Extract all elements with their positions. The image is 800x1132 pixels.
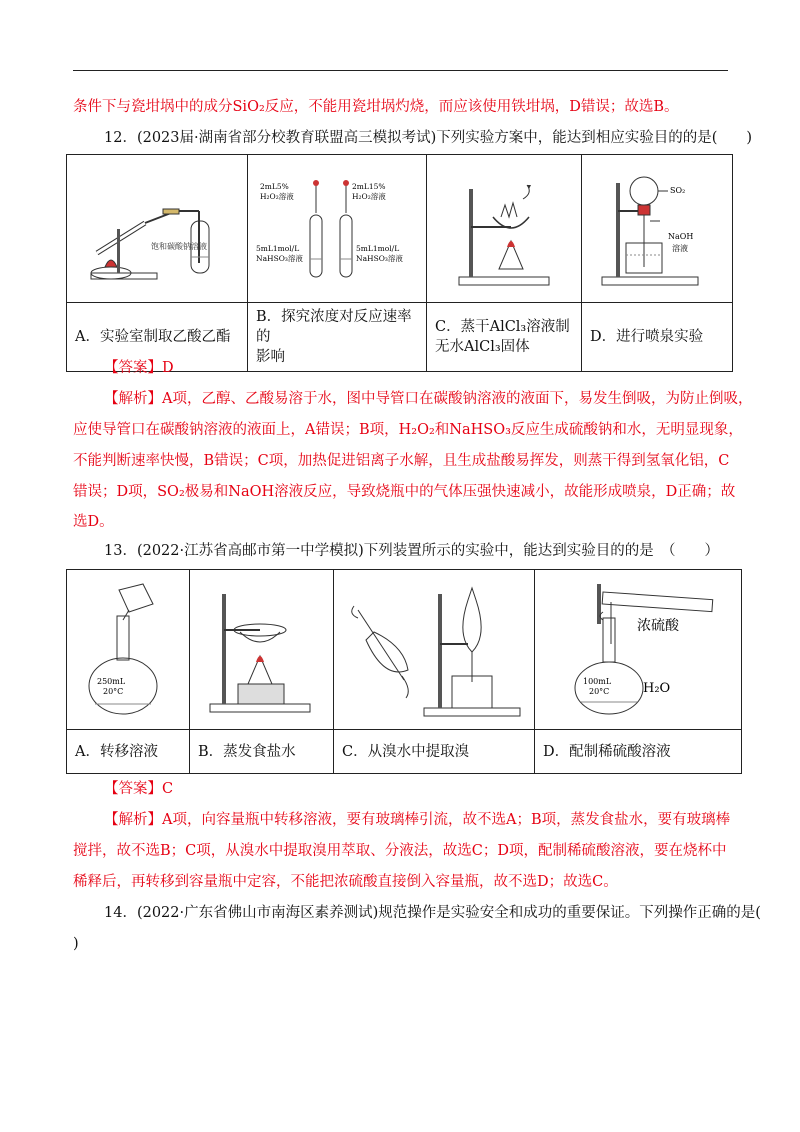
q13-analysis-0: A项，向容量瓶中转移溶液，要有玻璃棒引流，故不选A；B项，蒸发食盐水，要有玻璃棒 — [162, 812, 731, 828]
q12-analysis-line-4: 错误；D项，SO₂极易和NaOH溶液反应，导致烧瓶中的气体压强快速减小，故能形成喷泉，D正确；故 — [73, 484, 736, 500]
q12-answer — [104, 358, 174, 378]
figA-label: 饱和碳酸钠溶液 — [151, 241, 207, 251]
separatory-funnel-diagram — [344, 580, 524, 720]
q12-option-b-line2: 影响 — [256, 349, 285, 365]
figA13-temp: 20°C — [103, 686, 124, 696]
q13-figure-b — [190, 570, 334, 730]
q12-analysis-line-5: 选D。 — [73, 514, 114, 530]
q12-figure-b — [248, 155, 427, 303]
q12-analysis-0: A项，乙醇、乙酸易溶于水，图中导管口在碳酸钠溶液的液面下，易发生倒吸，为防止倒吸， — [162, 391, 753, 407]
q14-stem-end: ) — [73, 936, 79, 952]
q13-figure-d — [535, 570, 742, 730]
q12-figure-c — [427, 155, 582, 303]
q13-analysis-line-3: 稀释后，再转移到容量瓶中定容，不能把浓硫酸直接倒入容量瓶，故不选D；故选C。 — [73, 874, 618, 890]
q13-answer — [104, 779, 173, 799]
q12-option-c — [427, 303, 582, 372]
figD13-water: H₂O — [643, 680, 671, 696]
q12-option-c-line1: C．蒸干AlCl₃溶液制 — [435, 319, 570, 335]
figD13-temp: 20°C — [589, 686, 610, 696]
header-rule — [73, 70, 728, 71]
fountain-experiment-diagram — [592, 169, 722, 289]
q13-figure-a — [67, 570, 190, 730]
figA13-vol: 250mL — [97, 676, 126, 686]
figB-right-top: 2mL15% — [352, 181, 386, 191]
previous-answer-tail: 条件下与瓷坩埚中的成分SiO₂反应，不能用瓷坩埚灼烧，而应该使用铁坩埚，D错误；故选B。 — [73, 99, 679, 115]
q12-figure-a — [67, 155, 248, 303]
q12-analysis-line-2: 应使导管口在碳酸钠溶液的液面上，A错误；B项，H₂O₂和NaHSO₃反应生成硫酸钠和水，无明显现象， — [73, 422, 743, 438]
q12-analysis-line-3: 不能判断速率快慢，B错误；C项，加热促进铝离子水解，且生成盐酸易挥发，则蒸干得到氢氧化铝，C — [73, 453, 730, 469]
q13-answer-value: C — [162, 781, 174, 797]
q12-option-b-line1: B．探究浓度对反应速率的 — [256, 309, 412, 345]
volumetric-flask-diagram — [73, 580, 183, 720]
q12-option-c-line2: 无水AlCl₃固体 — [435, 339, 530, 355]
figD13-vol: 100mL — [583, 676, 612, 686]
figB-left-top: 2mL5% — [260, 181, 289, 191]
q14-stem: 14．(2022·广东省佛山市南海区素养测试)规范操作是实验安全和成功的重要保证。下列操作正确的是( — [104, 905, 761, 921]
q12-answer-value: D — [162, 360, 174, 376]
figD-sol2: 溶液 — [672, 243, 688, 253]
figB-right-bot2: NaHSO₃溶液 — [356, 253, 403, 263]
q13-option-d: D．配制稀硫酸溶液 — [535, 730, 742, 774]
q13-options-table — [66, 569, 742, 774]
q12-option-b — [248, 303, 427, 372]
q13-analysis-line-1 — [104, 810, 730, 830]
q13-analysis-line-2: 搅拌，故不选B；C项，从溴水中提取溴用萃取、分液法，故选C；D项，配制稀硫酸溶液，要在烧杯中 — [73, 843, 727, 859]
q13-option-c: C．从溴水中提取溴 — [334, 730, 535, 774]
q12-answer-tag: 【答案】 — [104, 360, 162, 376]
q13-figure-c — [334, 570, 535, 730]
figB-right-bot: 5mL1mol/L — [356, 243, 400, 253]
figB-left-top2: H₂O₂溶液 — [260, 191, 294, 201]
q13-option-a: A．转移溶液 — [67, 730, 190, 774]
q12-option-a: A．实验室制取乙酸乙酯 — [67, 303, 248, 372]
q12-analysis-line-1 — [104, 389, 752, 409]
q13-answer-tag: 【答案】 — [104, 781, 162, 797]
dilution-diagram — [553, 580, 723, 720]
ester-apparatus-diagram — [87, 169, 227, 289]
figD13-acid: 浓硫酸 — [637, 617, 679, 634]
q13-option-b: B．蒸发食盐水 — [190, 730, 334, 774]
evaporation-salt-diagram — [202, 580, 322, 720]
q13-analysis-tag: 【解析】 — [104, 812, 162, 828]
q12-figure-d — [582, 155, 733, 303]
figD-sol: NaOH — [668, 231, 694, 241]
figB-left-bot2: NaHSO₃溶液 — [256, 253, 303, 263]
concentration-rate-diagram — [252, 169, 422, 289]
figB-left-bot: 5mL1mol/L — [256, 243, 300, 253]
q13-stem: 13．(2022·江苏省高邮市第一中学模拟)下列装置所示的实验中，能达到实验目的的是 （ ） — [104, 543, 720, 559]
q12-analysis-tag: 【解析】 — [104, 391, 162, 407]
evaporation-apparatus-diagram — [449, 169, 559, 289]
q12-options-table — [66, 154, 733, 372]
q12-option-d: D．进行喷泉实验 — [582, 303, 733, 372]
q12-stem: 12．(2023届·湖南省部分校教育联盟高三模拟考试)下列实验方案中，能达到相应实验目的的是( ) — [104, 130, 753, 146]
figD-gas: SO₂ — [670, 185, 686, 195]
figB-right-top2: H₂O₂溶液 — [352, 191, 386, 201]
